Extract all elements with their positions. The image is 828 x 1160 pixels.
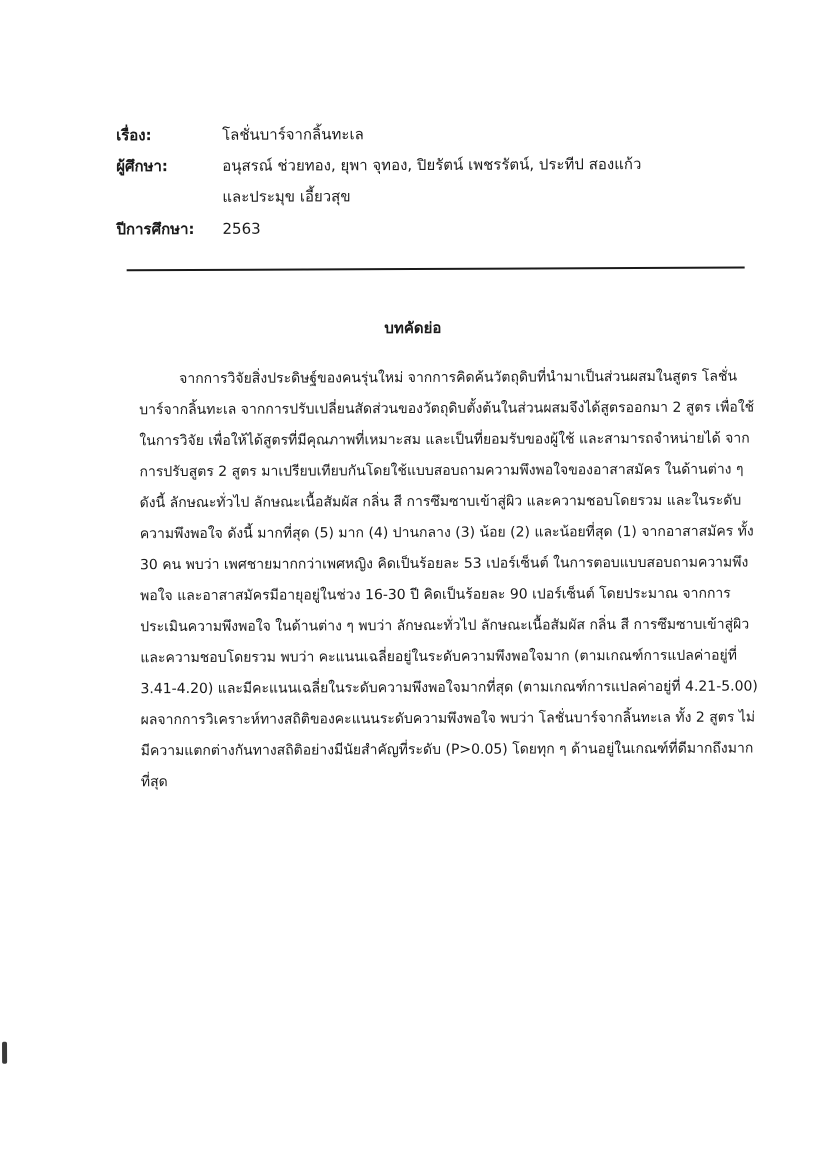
abstract-line: ประเมินความพึงพอใจ ในด้านต่าง ๆ พบว่า ลักษณะทั่วไป ลักษณะเนื้อสัมผัส กลิ่น สี การซึมซาบเข้าสู่ผิว: [140, 610, 752, 644]
authors-line-1: อนุสรณ์ ช่วยทอง, ยุพา จุทอง, ปิยรัตน์ เพชรรัตน์, ประทีป สองแก้ว: [222, 154, 641, 176]
abstract-line: ที่สุด: [141, 765, 753, 799]
abstract-line: ดังนี้ ลักษณะทั่วไป ลักษณะเนื้อสัมผัส กลิ่น สี การซึมซาบเข้าสู่ผิว และความชอบโดยรวม และในระดับ: [140, 486, 752, 520]
abstract-heading: บทคัดย่อ: [0, 316, 827, 340]
title-label: เรื่อง:: [116, 125, 222, 145]
authors-row-continued: [116, 186, 350, 207]
header-divider: [127, 267, 745, 272]
authors-label: ผู้ศึกษา:: [116, 156, 222, 176]
abstract-body: [139, 362, 753, 799]
abstract-line: การปรับสูตร 2 สูตร มาเปรียบเทียบกันโดยใช้แบบสอบถามความพึงพอใจของอาสาสมัคร ในด้านต่าง ๆ: [139, 455, 751, 489]
year-label: ปีการศึกษา:: [116, 219, 222, 239]
abstract-line: 30 คน พบว่า เพศชายมากกว่าเพศหญิง คิดเป็นร้อยละ 53 เปอร์เซ็นต์ ในการตอบแบบสอบถามความพึง: [140, 548, 752, 582]
title-row: [116, 124, 364, 145]
abstract-line: จากการวิจัยสิ่งประดิษฐ์ของคนรุ่นใหม่ จากการคิดค้นวัตถุดิบที่นำมาเป็นส่วนผสมในสูตร โลชั่น: [139, 362, 751, 396]
scan-edge-mark: [2, 1042, 7, 1064]
title-value: โลชั่นบาร์จากลิ้นทะเล: [222, 124, 364, 145]
authors-row: [116, 154, 641, 176]
abstract-line: 3.41-4.20) และมีคะแนนเฉลี่ยในระดับความพึงพอใจมากที่สุด (ตามเกณฑ์การแปลค่าอยู่ที่ 4.21-5.00): [140, 672, 752, 706]
abstract-line: บาร์จากลิ้นทะเล จากการปรับเปลี่ยนสัดส่วนของวัตถุดิบตั้งต้นในส่วนผสมจึงได้สูตรออกมา 2 สูตร เพื่อใช้: [139, 393, 751, 427]
abstract-line: และความชอบโดยรวม พบว่า คะแนนเฉลี่ยอยู่ในระดับความพึงพอใจมาก (ตามเกณฑ์การแปลค่าอยู่ที่: [140, 641, 752, 675]
abstract-line: มีความแตกต่างกันทางสถิติอย่างมีนัยสำคัญที่ระดับ (P>0.05) โดยทุก ๆ ด้านอยู่ในเกณฑ์ที่ดีมากถึงมาก: [141, 734, 753, 768]
abstract-line: ความพึงพอใจ ดังนี้ มากที่สุด (5) มาก (4) ปานกลาง (3) น้อย (2) และน้อยที่สุด (1) จากอาสาสมัคร ทั้ง: [140, 517, 752, 551]
abstract-line: พอใจ และอาสาสมัครมีอายุอยู่ในช่วง 16-30 ปี คิดเป็นร้อยละ 90 เปอร์เซ็นต์ โดยประมาณ จากการ: [140, 579, 752, 613]
authors-line-2: และประมุข เอี้ยวสุข: [222, 186, 350, 207]
year-row: [116, 219, 260, 240]
year-value: 2563: [222, 219, 260, 239]
abstract-line: ในการวิจัย เพื่อให้ได้สูตรที่มีคุณภาพที่เหมาะสม และเป็นที่ยอมรับของผู้ใช้ และสามารถจำหน่ายได้ จาก: [139, 424, 751, 458]
abstract-line: ผลจากการวิเคราะห์ทางสถิติของคะแนนระดับความพึงพอใจ พบว่า โลชั่นบาร์จากลิ้นทะเล ทั้ง 2 สูตร ไม่: [141, 703, 753, 737]
